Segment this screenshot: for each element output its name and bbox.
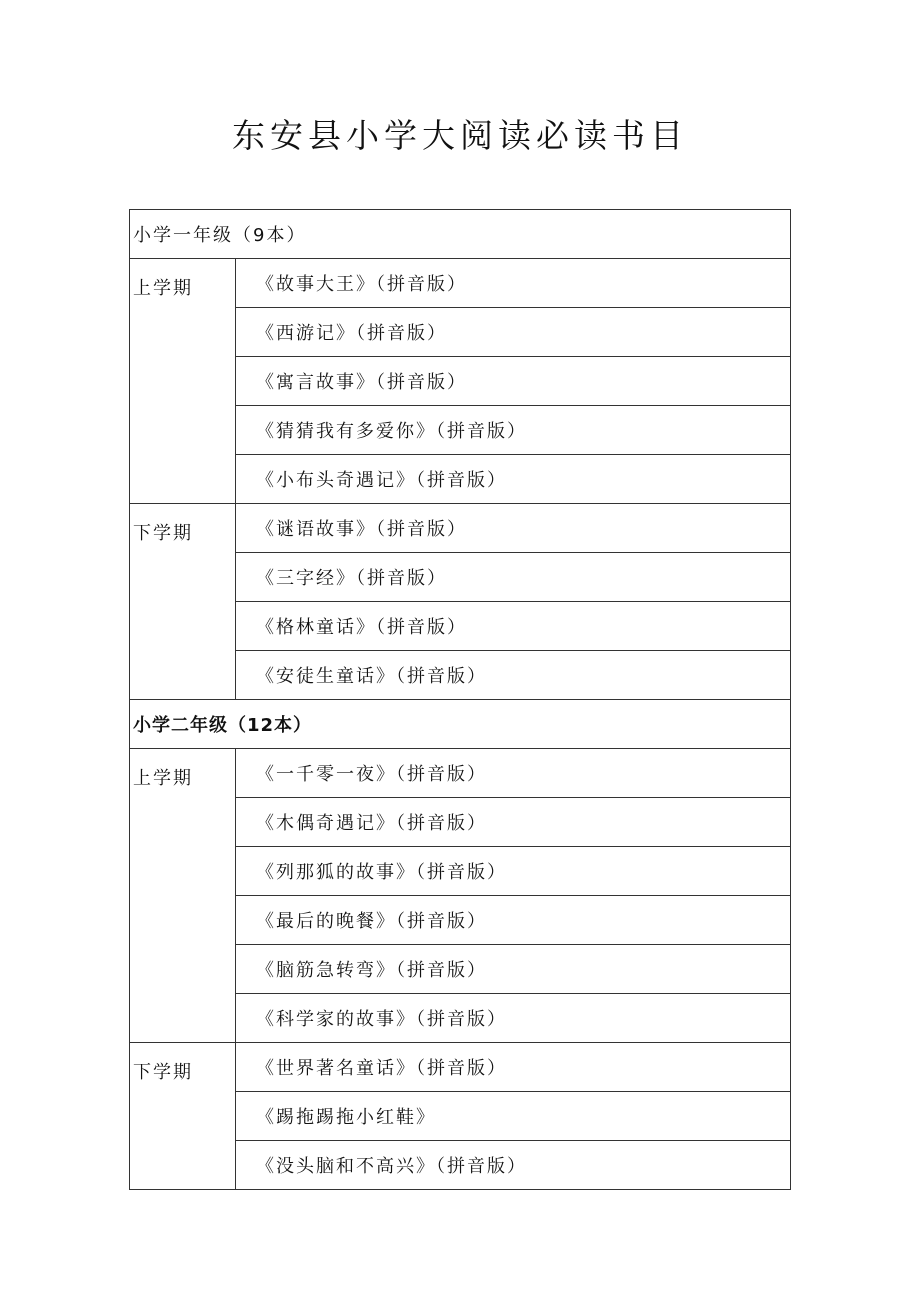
book-title: 《故事大王》（拼音版） <box>236 259 791 308</box>
term-label: 上学期 <box>130 749 236 1043</box>
book-title: 《木偶奇遇记》（拼音版） <box>236 798 791 847</box>
book-title: 《脑筋急转弯》（拼音版） <box>236 945 791 994</box>
book-title: 《世界著名童话》（拼音版） <box>236 1043 791 1092</box>
book-title: 《安徒生童话》（拼音版） <box>236 651 791 700</box>
document-title: 东安县小学大阅读必读书目 <box>232 116 688 155</box>
book-title: 《西游记》（拼音版） <box>236 308 791 357</box>
book-title: 《三字经》（拼音版） <box>236 553 791 602</box>
term-label: 下学期 <box>130 1043 236 1190</box>
grade-heading: 小学二年级（12本） <box>133 715 313 736</box>
table-row <box>130 259 791 308</box>
book-title: 《没头脑和不高兴》（拼音版） <box>236 1141 791 1190</box>
book-title: 《最后的晚餐》（拼音版） <box>236 896 791 945</box>
grade-row <box>130 210 791 259</box>
book-title: 《谜语故事》（拼音版） <box>236 504 791 553</box>
book-title: 《一千零一夜》（拼音版） <box>236 749 791 798</box>
table-row <box>130 1043 791 1092</box>
table-row <box>130 504 791 553</box>
grade-heading-cell <box>130 210 791 259</box>
book-title: 《小布头奇遇记》（拼音版） <box>236 455 791 504</box>
book-title: 《格林童话》（拼音版） <box>236 602 791 651</box>
reading-list-table <box>129 209 791 1190</box>
grade-heading: 小学一年级（9本） <box>133 225 307 246</box>
grade-row <box>130 700 791 749</box>
book-title: 《踢拖踢拖小红鞋》 <box>236 1092 791 1141</box>
book-title: 《科学家的故事》（拼音版） <box>236 994 791 1043</box>
table-row <box>130 749 791 798</box>
book-title: 《猜猜我有多爱你》（拼音版） <box>236 406 791 455</box>
term-label: 下学期 <box>130 504 236 700</box>
book-title: 《列那狐的故事》（拼音版） <box>236 847 791 896</box>
book-title: 《寓言故事》（拼音版） <box>236 357 791 406</box>
term-label: 上学期 <box>130 259 236 504</box>
grade-heading-cell <box>130 700 791 749</box>
